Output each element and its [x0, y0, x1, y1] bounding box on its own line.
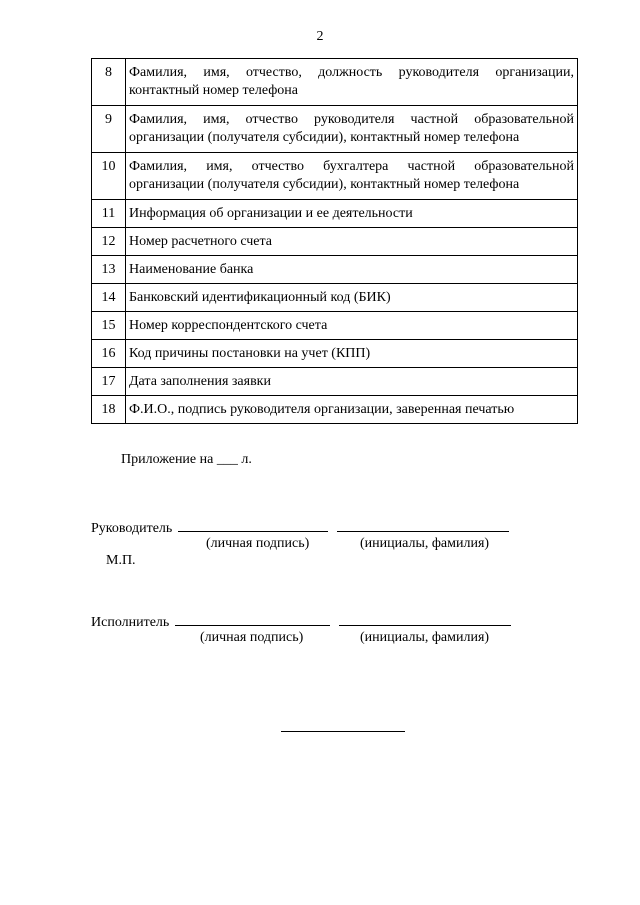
executor-label: Исполнитель	[91, 615, 170, 630]
executor-signature-caption: (личная подпись)	[200, 630, 304, 645]
row-text: Код причины постановки на учет (КПП)	[126, 340, 578, 368]
head-signature-row	[91, 517, 509, 537]
row-text: Фамилия, имя, отчество бухгалтера частной образовательной организации (получателя субсидии), контактный номер телефона	[126, 153, 578, 200]
head-name-blank	[337, 517, 509, 532]
row-number: 15	[92, 312, 126, 340]
executor-signature-row	[91, 611, 511, 631]
page-number: 2	[316, 29, 324, 44]
row-number: 14	[92, 284, 126, 312]
executor-signature-blank	[175, 611, 330, 626]
row-text: Дата заполнения заявки	[126, 368, 578, 396]
row-number: 12	[92, 228, 126, 256]
table-row	[92, 340, 578, 368]
table-row	[92, 153, 578, 200]
row-number: 10	[92, 153, 126, 200]
head-signature-caption: (личная подпись)	[206, 536, 310, 551]
row-text: Номер расчетного счета	[126, 228, 578, 256]
table-row	[92, 368, 578, 396]
head-signature-blank	[178, 517, 328, 532]
row-number: 8	[92, 59, 126, 106]
table-row	[92, 256, 578, 284]
table-row	[92, 106, 578, 153]
row-number: 13	[92, 256, 126, 284]
stamp-mark: М.П.	[106, 553, 136, 568]
row-text: Наименование банка	[126, 256, 578, 284]
table-row	[92, 200, 578, 228]
attachment-line	[121, 452, 252, 468]
executor-name-caption: (инициалы, фамилия)	[360, 630, 490, 645]
head-label: Руководитель	[91, 521, 173, 536]
row-number: 17	[92, 368, 126, 396]
row-text: Банковский идентификационный код (БИК)	[126, 284, 578, 312]
attachment-suffix: л.	[241, 452, 252, 467]
row-text: Информация об организации и ее деятельности	[126, 200, 578, 228]
row-number: 11	[92, 200, 126, 228]
info-table	[91, 58, 578, 424]
table-row	[92, 396, 578, 424]
end-of-document-line	[281, 731, 405, 732]
row-text: Фамилия, имя, отчество, должность руководителя организации, контактный номер телефона	[126, 59, 578, 106]
row-number: 16	[92, 340, 126, 368]
row-number: 18	[92, 396, 126, 424]
table-row	[92, 228, 578, 256]
attachment-page-count-blank: ___	[216, 452, 238, 467]
table-row	[92, 59, 578, 106]
attachment-prefix: Приложение на	[121, 452, 214, 467]
row-text: Номер корреспондентского счета	[126, 312, 578, 340]
table-row	[92, 312, 578, 340]
row-text: Фамилия, имя, отчество руководителя частной образовательной организации (получателя субсидии), контактный номер телефона	[126, 106, 578, 153]
row-number: 9	[92, 106, 126, 153]
executor-name-blank	[339, 611, 511, 626]
row-text: Ф.И.О., подпись руководителя организации, заверенная печатью	[126, 396, 578, 424]
table-row	[92, 284, 578, 312]
head-name-caption: (инициалы, фамилия)	[360, 536, 490, 551]
